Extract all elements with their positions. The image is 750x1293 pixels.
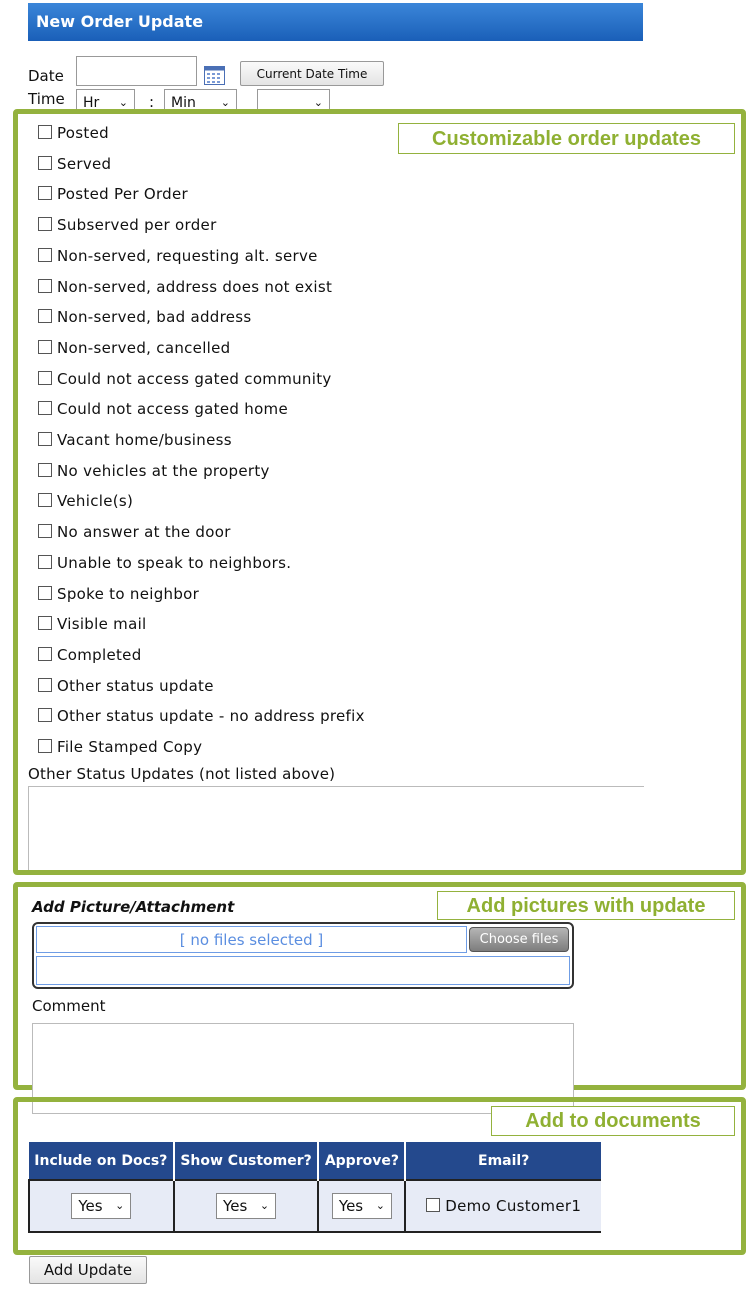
calendar-icon[interactable] (204, 66, 225, 85)
status-option[interactable] (38, 247, 318, 271)
status-checkbox[interactable] (38, 463, 52, 477)
approve-cell (318, 1180, 405, 1232)
status-checkbox[interactable] (38, 586, 52, 600)
status-option-label: Subserved per order (57, 216, 217, 234)
approve-header: Approve? (318, 1142, 405, 1180)
time-label: Time (28, 90, 65, 108)
status-option[interactable] (38, 278, 332, 302)
approve-value: Yes (338, 1197, 364, 1215)
status-option-label: Spoke to neighbor (57, 585, 200, 603)
status-option[interactable] (38, 646, 142, 670)
choose-files-button[interactable]: Choose files (469, 927, 569, 952)
customizable-updates-tag: Customizable order updates (398, 123, 735, 154)
status-option[interactable] (38, 216, 217, 240)
show-customer-select[interactable] (216, 1193, 276, 1219)
status-checkbox[interactable] (38, 340, 52, 354)
hour-select[interactable] (76, 89, 135, 111)
status-checkbox[interactable] (38, 309, 52, 323)
file-list-field[interactable]: [ no files selected ] (36, 926, 467, 953)
status-checkbox[interactable] (38, 125, 52, 139)
status-option-label: Non-served, cancelled (57, 339, 231, 357)
ampm-select[interactable] (257, 89, 330, 111)
date-input[interactable] (76, 56, 197, 86)
status-option-label: Posted (57, 124, 109, 142)
add-update-button[interactable]: Add Update (29, 1256, 147, 1284)
status-checkbox[interactable] (38, 432, 52, 446)
include-on-docs-select[interactable] (71, 1193, 131, 1219)
status-option[interactable] (38, 585, 199, 609)
show-value: Yes (223, 1197, 248, 1215)
status-option-label: File Stamped Copy (57, 738, 203, 756)
status-checkbox[interactable] (38, 524, 52, 538)
status-checkbox[interactable] (38, 279, 52, 293)
email-header: Email? (405, 1142, 601, 1180)
status-option[interactable] (38, 339, 231, 363)
show-customer-header: Show Customer? (174, 1142, 319, 1180)
documents-header-row (29, 1142, 601, 1180)
add-pictures-tag: Add pictures with update (437, 891, 735, 920)
status-option-label: Could not access gated community (57, 370, 332, 388)
status-option[interactable] (38, 523, 231, 547)
status-option[interactable] (38, 677, 214, 701)
status-checkbox[interactable] (38, 493, 52, 507)
status-option-label: Non-served, bad address (57, 308, 252, 326)
status-checkbox[interactable] (38, 678, 52, 692)
other-status-textarea[interactable] (28, 786, 644, 870)
status-option-label: Visible mail (57, 615, 147, 633)
documents-row (29, 1180, 601, 1232)
page-title: New Order Update (28, 3, 643, 41)
status-option[interactable] (38, 492, 133, 516)
status-checkbox[interactable] (38, 371, 52, 385)
status-checkbox[interactable] (38, 186, 52, 200)
comment-label: Comment (32, 997, 106, 1015)
date-label: Date (28, 67, 64, 85)
status-checkbox[interactable] (38, 739, 52, 753)
status-option-label: Vehicle(s) (57, 492, 134, 510)
chevron-down-icon: ⌄ (259, 1199, 270, 1212)
status-option[interactable] (38, 707, 365, 731)
status-option-label: No vehicles at the property (57, 462, 270, 480)
file-caption-field[interactable] (36, 956, 570, 985)
status-option[interactable] (38, 124, 109, 148)
minute-select[interactable] (164, 89, 237, 111)
chevron-down-icon: ⌄ (313, 96, 323, 109)
status-checkbox[interactable] (38, 217, 52, 231)
status-option[interactable] (38, 185, 188, 209)
status-option-label: Completed (57, 646, 142, 664)
status-option[interactable] (38, 308, 252, 332)
other-status-label: Other Status Updates (not listed above) (28, 765, 336, 783)
status-option-label: Served (57, 155, 112, 173)
status-checkbox[interactable] (38, 401, 52, 415)
email-customer-label: Demo Customer1 (445, 1197, 582, 1215)
status-option-label: Unable to speak to neighbors. (57, 554, 292, 572)
status-option-label: Other status update - no address prefix (57, 707, 365, 725)
status-option-label: Vacant home/business (57, 431, 232, 449)
email-cell (405, 1180, 601, 1232)
status-option[interactable] (38, 155, 111, 179)
status-option[interactable] (38, 370, 332, 394)
add-to-documents-tag: Add to documents (491, 1106, 735, 1136)
include-on-docs-header: Include on Docs? (29, 1142, 174, 1180)
current-date-time-button[interactable]: Current Date Time (240, 61, 384, 86)
chevron-down-icon: ⌄ (375, 1199, 385, 1212)
status-option[interactable] (38, 431, 232, 455)
status-option-label: No answer at the door (57, 523, 231, 541)
status-option-label: Non-served, address does not exist (57, 278, 333, 296)
status-checkbox[interactable] (38, 156, 52, 170)
status-option[interactable] (38, 400, 288, 424)
hour-select-value: Hr (83, 95, 100, 111)
time-colon: : (149, 93, 155, 111)
include-value: Yes (78, 1197, 103, 1215)
status-checkbox[interactable] (38, 248, 52, 262)
status-option[interactable] (38, 738, 202, 762)
chevron-down-icon: ⌄ (118, 96, 128, 109)
status-option-label: Posted Per Order (57, 185, 189, 203)
chevron-down-icon: ⌄ (220, 96, 230, 109)
documents-table (28, 1142, 601, 1233)
email-customer-checkbox[interactable] (426, 1198, 440, 1212)
include-cell (29, 1180, 174, 1232)
status-option-label: Non-served, requesting alt. serve (57, 247, 318, 265)
status-option-label: Could not access gated home (57, 400, 288, 418)
status-option-label: Other status update (57, 677, 214, 695)
chevron-down-icon: ⌄ (115, 1199, 125, 1212)
status-option[interactable] (38, 615, 147, 639)
attachment-title: Add Picture/Attachment (32, 898, 235, 916)
status-option[interactable] (38, 554, 291, 578)
approve-select[interactable] (332, 1193, 392, 1219)
status-checkbox[interactable] (38, 616, 52, 630)
status-checkbox[interactable] (38, 708, 52, 722)
show-cell (174, 1180, 319, 1232)
status-option[interactable] (38, 462, 270, 486)
minute-select-value: Min (171, 95, 196, 111)
status-checkbox[interactable] (38, 647, 52, 661)
status-checkbox[interactable] (38, 555, 52, 569)
